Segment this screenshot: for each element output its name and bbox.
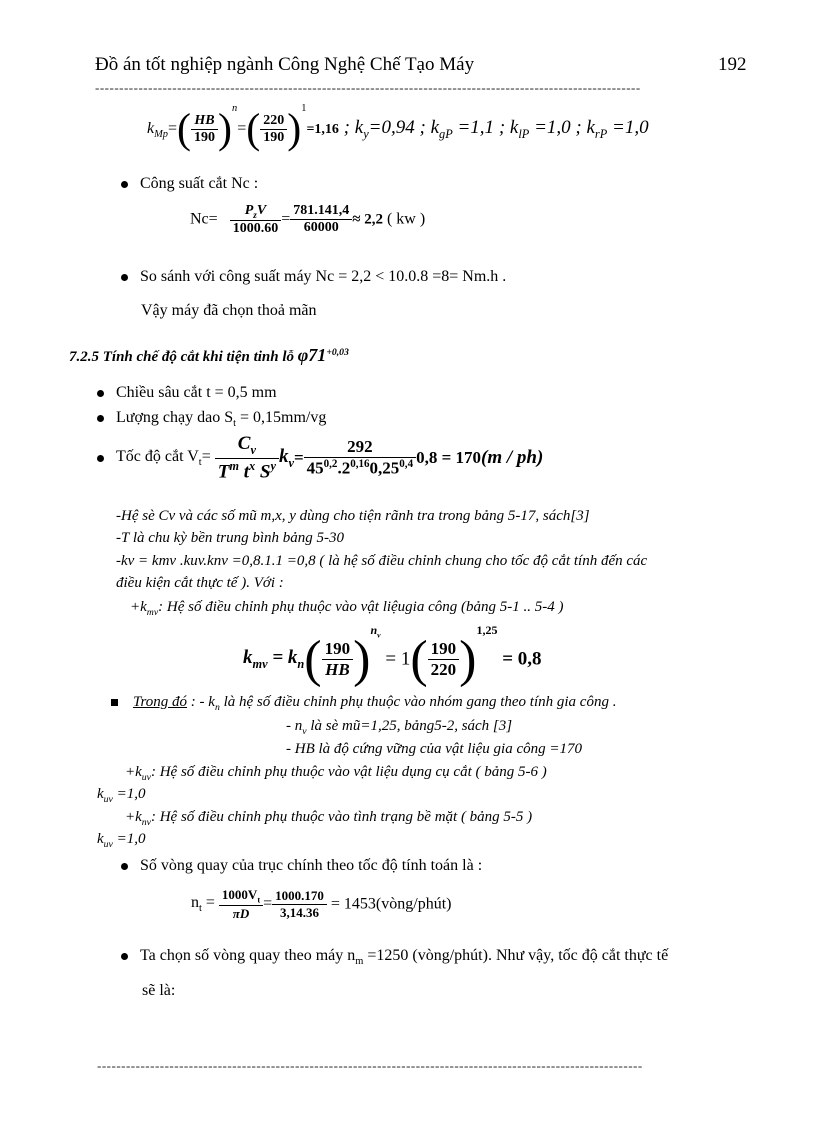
kuv-value: $k_{uv} =1,0$ xyxy=(97,786,146,805)
knv-value: $k_{uv} =1,0$ xyxy=(97,831,146,850)
section-title: 7.2.5 Tính chế độ cắt khi tiện tinh lỗ $\varphi 71^{+0,03}$ xyxy=(69,345,349,365)
compare-bullet: So sánh với công suất máy Nc = 2,2 < 10.0.8 =8= Nm.h . xyxy=(121,268,506,286)
bullet-icon xyxy=(121,863,128,870)
kuv-line: $+k_{uv}$: Hệ số điều chỉnh phụ thuộc vào vật liệu dụng cụ cắt ( bảng 5-6 ) xyxy=(125,764,547,783)
nc-equation: Nc= $\frac{P_zV}{1000.60}$ = $\frac{781.141,4}{60000}$ ≈ 2,2 ( kw ) xyxy=(190,203,426,236)
rpm-equation: $n_t$ = $\frac{1000V_t}{\pi D}$ = $\frac{1000.170}{3,14.36}$ = 1453(vòng/phút) xyxy=(191,887,452,921)
header-title: Đồ án tốt nghiệp ngành Công Nghệ Chế Tạo Máy xyxy=(95,54,475,75)
where-line-3: - HB là độ cứng vững của vật liệu gia công =170 xyxy=(286,741,583,757)
where-line-2: - $n_v$ là sè mũ=1,25, bảng5-2, sách [3] xyxy=(286,718,513,737)
bullet-icon xyxy=(97,390,104,397)
note-kv: -kv = kmv .kuv.knv =0,8.1.1 =0,8 ( là hệ số điều chỉnh chung cho tốc độ cắt tính đến các xyxy=(116,553,648,569)
nc-bullet: Công suất cắt Nc : xyxy=(121,175,258,193)
depth-bullet: Chiều sâu cắt t = 0,5 mm xyxy=(97,384,277,402)
square-bullet-icon xyxy=(111,699,118,706)
bullet-icon xyxy=(121,953,128,960)
note-kmv: $+k_{mv}$: Hệ số điều chỉnh phụ thuộc vào vật liệugia công (bảng 5-1 .. 5-4 ) xyxy=(130,599,564,618)
note-t: -T là chu kỳ bền trung bình bảng 5-30 xyxy=(116,530,345,546)
feed-bullet: Lượng chạy dao $S_t = 0,15mm/vg$ xyxy=(97,409,326,429)
header-divider: ----------------------------------------------------------------------------------------------------------------- xyxy=(95,80,641,95)
knv-line: $+k_{nv}$: Hệ số điều chỉnh phụ thuộc vào tình trạng bề mặt ( bảng 5-5 ) xyxy=(125,809,533,828)
rpm-bullet: Số vòng quay của trục chính theo tốc độ tính toán là : xyxy=(121,857,482,875)
bullet-icon xyxy=(97,415,104,422)
choose-cont: sẽ là: xyxy=(142,982,176,999)
note-cv: -Hệ sè Cv và các số mũ m,x, y dùng cho tiện rãnh tra trong bảng 5-17, sách[3] xyxy=(116,508,590,524)
kmv-formula: $k_{mv} = k_n$( $\frac{190}{HB}$ )$^{n_v}$ = 1( $\frac{190}{220}$ )$^{1,25}$ = 0,8 xyxy=(243,623,542,689)
note-kv-cont: điều kiện cắt thực tế ). Với : xyxy=(116,575,284,591)
page-number: 192 xyxy=(718,54,747,75)
footer-divider: ----------------------------------------------------------------------------------------------------------------- xyxy=(97,1058,643,1073)
conclusion: Vậy máy đã chọn thoả mãn xyxy=(141,302,317,319)
bullet-icon xyxy=(121,274,128,281)
speed-bullet: Tốc độ cắt $V_t=$ $\frac{C_v}{T^m t^x S^y}$ $k_v=$ $\frac{292}{45^{0,2}.2^{0,16}0,25^{0,4}}$ 0,8 = 170(m / ph) xyxy=(97,433,543,483)
kmp-equation: $k_{Mp}=$( $\frac{HB}{190}$ )$^n$=( $\frac{220}{190}$ )$^1$=1,16 ; $k_y=0,94$ ; $k_{gP} =1,1$ ; $k_{lP} =1,0$ ; $k_{rP} =1,0$ xyxy=(147,103,649,153)
bullet-icon xyxy=(121,181,128,188)
bullet-icon xyxy=(97,455,104,462)
where-line-1: Trong đó : - $k_n$ là hệ số điều chỉnh phụ thuộc vào nhóm gang theo tính gia công . xyxy=(111,694,616,713)
choose-bullet: Ta chọn số vòng quay theo máy $n_m =1250$ (vòng/phút). Như vậy, tốc độ cắt thực tế xyxy=(121,947,668,967)
